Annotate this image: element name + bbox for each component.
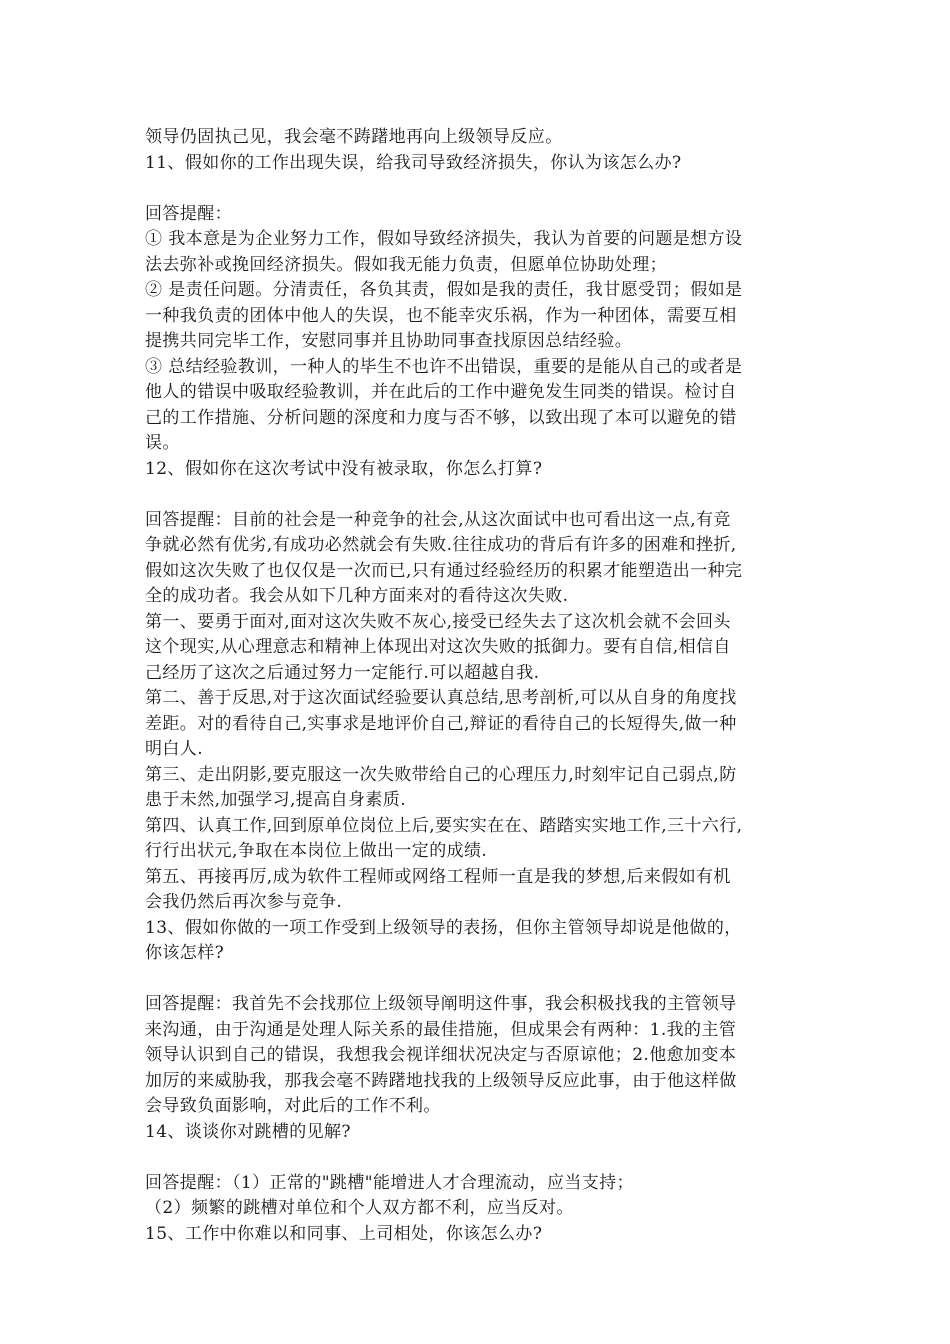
text-line: 回答提醒：目前的社会是一种竞争的社会,从这次面试中也可看出这一点,有竞 — [145, 509, 731, 530]
blank-line — [145, 967, 825, 993]
text-line: 差距。对的看待自己,实事求是地评价自己,辩证的看待自己的长短得失,做一种 — [145, 713, 737, 734]
text-line: 会导致负面影响，对此后的工作不利。 — [145, 1096, 441, 1116]
text-line: 假如这次失败了也仅仅是一次而已,只有通过经验经历的积累才能塑造出一种完 — [145, 560, 743, 581]
document-body — [145, 125, 825, 1247]
text-line: 他人的错误中吸取经验教训，并在此后的工作中避免发生同类的错误。检讨自 — [145, 382, 737, 402]
text-line: 一种我负责的团体中他人的失误，也不能幸灾乐祸，作为一种团体，需要互相 — [145, 305, 737, 326]
text-line: 你该怎样? — [145, 943, 225, 963]
blank-line — [145, 176, 825, 202]
text-line: 第一、要勇于面对,面对这次失败不灰心,接受已经失去了这次机会就不会回头 — [145, 611, 731, 632]
text-line: ③ 总结经验教训，一种人的毕生不也许不出错误，重要的是能从自己的或者是 — [145, 356, 743, 377]
text-line: 会我仍然后再次参与竞争. — [145, 892, 343, 912]
text-line: 这个现实,从心理意志和精神上体现出对这次失败的抵御力。要有自信,相信自 — [145, 637, 731, 657]
text-line: 领导认识到自己的错误，我想我会视详细状况决定与否原谅他；2.他愈加变本 — [145, 1045, 737, 1065]
text-line: 领导仍固执己见，我会毫不踌躇地再向上级领导反应。 — [145, 127, 563, 147]
text-line: ② 是责任问题。分清责任，各负其责，假如是我的责任，我甘愿受罚；假如是 — [145, 280, 743, 300]
text-line: 误。 — [145, 433, 180, 453]
text-line: 回答提醒：我首先不会找那位上级领导阐明这件事，我会积极找我的主管领导 — [145, 994, 737, 1014]
text-line: 第五、再接再厉,成为软件工程师或网络工程师一直是我的梦想,后来假如有机 — [145, 866, 731, 887]
text-line: 全的成功者。我会从如下几种方面来对的看待这次失败. — [145, 586, 569, 606]
text-line: 法去弥补或挽回经济损失。假如我无能力负责，但愿单位协助处理； — [145, 254, 667, 275]
text-line: 己的工作措施、分析问题的深度和力度与否不够，以致出现了本可以避免的错 — [145, 407, 737, 428]
text-line: 争就必然有优劣,有成功必然就会有失败.往往成功的背后有许多的困难和挫折, — [145, 535, 737, 555]
text-line: 第四、认真工作,回到原单位岗位上后,要实实在在、踏踏实实地工作,三十六行, — [145, 815, 743, 836]
text-line: 12、假如你在这次考试中没有被录取，你怎么打算? — [145, 458, 543, 479]
text-line: 加厉的来威胁我，那我会毫不踌躇地找我的上级领导反应此事，由于他这样做 — [145, 1070, 737, 1091]
text-line: 来沟通，由于沟通是处理人际关系的最佳措施，但成果会有两种：1.我的主管 — [145, 1019, 737, 1040]
text-line: 15、工作中你难以和同事、上司相处，你该怎么办? — [145, 1223, 543, 1244]
text-line: 14、谈谈你对跳槽的见解? — [145, 1121, 351, 1142]
blank-line — [145, 1145, 825, 1171]
text-line: 行行出状元,争取在本岗位上做出一定的成绩. — [145, 841, 488, 861]
text-line: 第三、走出阴影,要克服这一次失败带给自己的心理压力,时刻牢记自己弱点,防 — [145, 764, 737, 785]
text-line: 患于未然,加强学习,提高自身素质. — [145, 790, 407, 810]
text-line: ① 我本意是为企业努力工作，假如导致经济损失，我认为首要的问题是想方设 — [145, 229, 743, 249]
text-line: 提携共同完毕工作，安慰同事并且协助同事查找原因总结经验。 — [145, 331, 633, 351]
text-line: 回答提醒：（1）正常的"跳槽"能增进人才合理流动，应当支持； — [145, 1172, 634, 1193]
text-line: 回答提醒： — [145, 203, 232, 224]
text-line: 13、假如你做的一项工作受到上级领导的表扬，但你主管领导却说是他做的， — [145, 917, 742, 938]
text-line: 己经历了这次之后通过努力一定能行.可以超越自我. — [145, 662, 540, 683]
blank-line — [145, 482, 825, 508]
text-line: 第二、善于反思,对于这次面试经验要认真总结,思考剖析,可以从自身的角度找 — [145, 688, 737, 708]
text-line: 11、假如你的工作出现失误，给我司导致经济损失，你认为该怎么办? — [145, 152, 682, 173]
text-line: 明白人. — [145, 739, 204, 759]
text-line: （2）频繁的跳槽对单位和个人双方都不利，应当反对。 — [145, 1198, 574, 1218]
